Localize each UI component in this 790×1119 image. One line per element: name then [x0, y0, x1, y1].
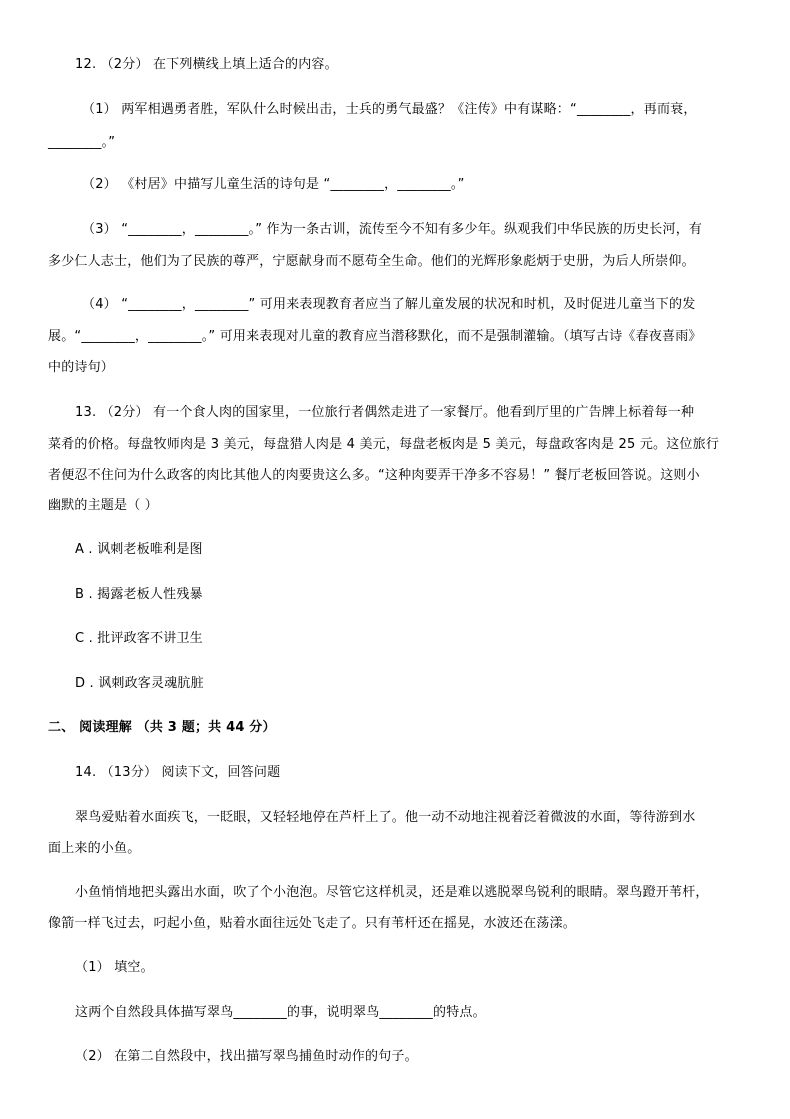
q13-line4: 幽默的主题是（ ）: [48, 498, 158, 513]
q12-part4-line2: 展。“________，________。” 可用来表现对儿童的教育应当潜移默化，而不是强制灌输。（填写古诗《春夜喜雨》: [48, 329, 702, 344]
q14-para2-line1: 小鱼悄悄地把头露出水面，吹了个小泡泡。尽管它这样机灵，还是难以逃脱翠鸟锐利的眼睛。翠鸟蹬开苇杆，: [75, 885, 709, 900]
q12-part4-line1: （4） “________，________” 可用来表现教育者应当了解儿童发展的状况和时机，及时促进儿童当下的发: [82, 297, 696, 312]
q13-line1: 13. （2分） 有一个食人肉的国家里，一位旅行者偶然走进了一家餐厅。他看到厅里的广告牌上标着每一种: [75, 405, 695, 420]
q14-sub2-label: （2） 在第二自然段中，找出描写翠鸟捕鱼时动作的句子。: [75, 1049, 418, 1064]
q12-part1-line2: ________。”: [48, 135, 116, 150]
q13-option-c[interactable]: C . 批评政客不讲卫生: [75, 631, 203, 646]
q14-para1-line1: 翠鸟爱贴着水面疾飞，一眨眼，又轻轻地停在芦杆上了。他一动不动地注视着泛着微波的水面，等待游到水: [75, 810, 696, 825]
q13-option-d[interactable]: D . 讽刺政客灵魂肮脏: [75, 676, 204, 691]
q12-part4-line3: 中的诗句）: [48, 360, 115, 375]
q12-part2-line1: （2） 《村居》中描写儿童生活的诗句是 “________，________。”: [82, 177, 465, 192]
q14-sub1-text: 这两个自然段具体描写翠鸟________的事，说明翠鸟________的特点。: [75, 1005, 486, 1020]
q14-sub1-label: （1） 填空。: [75, 960, 154, 975]
q13-line2: 菜肴的价格。每盘牧师肉是 3 美元，每盘猎人肉是 4 美元，每盘老板肉是 5 美元，每盘政客肉是 25 元。这位旅行: [48, 437, 720, 452]
q12-part3-line2: 多少仁人志士，他们为了民族的尊严，宁愿献身而不愿苟全生命。他们的光辉形象彪炳于史册，为后人所崇仰。: [48, 254, 695, 269]
section-title-reading: 二、 阅读理解 （共 3 题；共 44 分）: [48, 720, 276, 735]
q14-para2-line2: 像箭一样飞过去，叼起小鱼，贴着水面往远处飞走了。只有苇杆还在摇晃，水波还在荡漾。: [48, 916, 577, 931]
q14-header: 14. （13分） 阅读下文，回答问题: [75, 765, 281, 780]
q13-option-a[interactable]: A . 讽刺老板唯利是图: [75, 542, 203, 557]
q13-option-b[interactable]: B . 揭露老板人性残暴: [75, 587, 203, 602]
q12-part1-line1: （1） 两军相遇勇者胜，军队什么时候出击，士兵的勇气最盛？《注传》中有谋略：“________，再而衰，: [82, 102, 697, 117]
q14-para1-line2: 面上来的小鱼。: [48, 841, 141, 856]
q12-part3-line1: （3） “________，________。” 作为一条古训，流传至今不知有多少年。纵观我们中华民族的历史长河，有: [82, 222, 703, 237]
q13-line3: 者便忍不住问为什么政客的肉比其他人的肉要贵这么多。“这种肉要弄干净多不容易！” 餐厅老板回答说。这则小: [48, 468, 700, 483]
q12-header: 12. （2分） 在下列横线上填上适合的内容。: [75, 57, 338, 72]
